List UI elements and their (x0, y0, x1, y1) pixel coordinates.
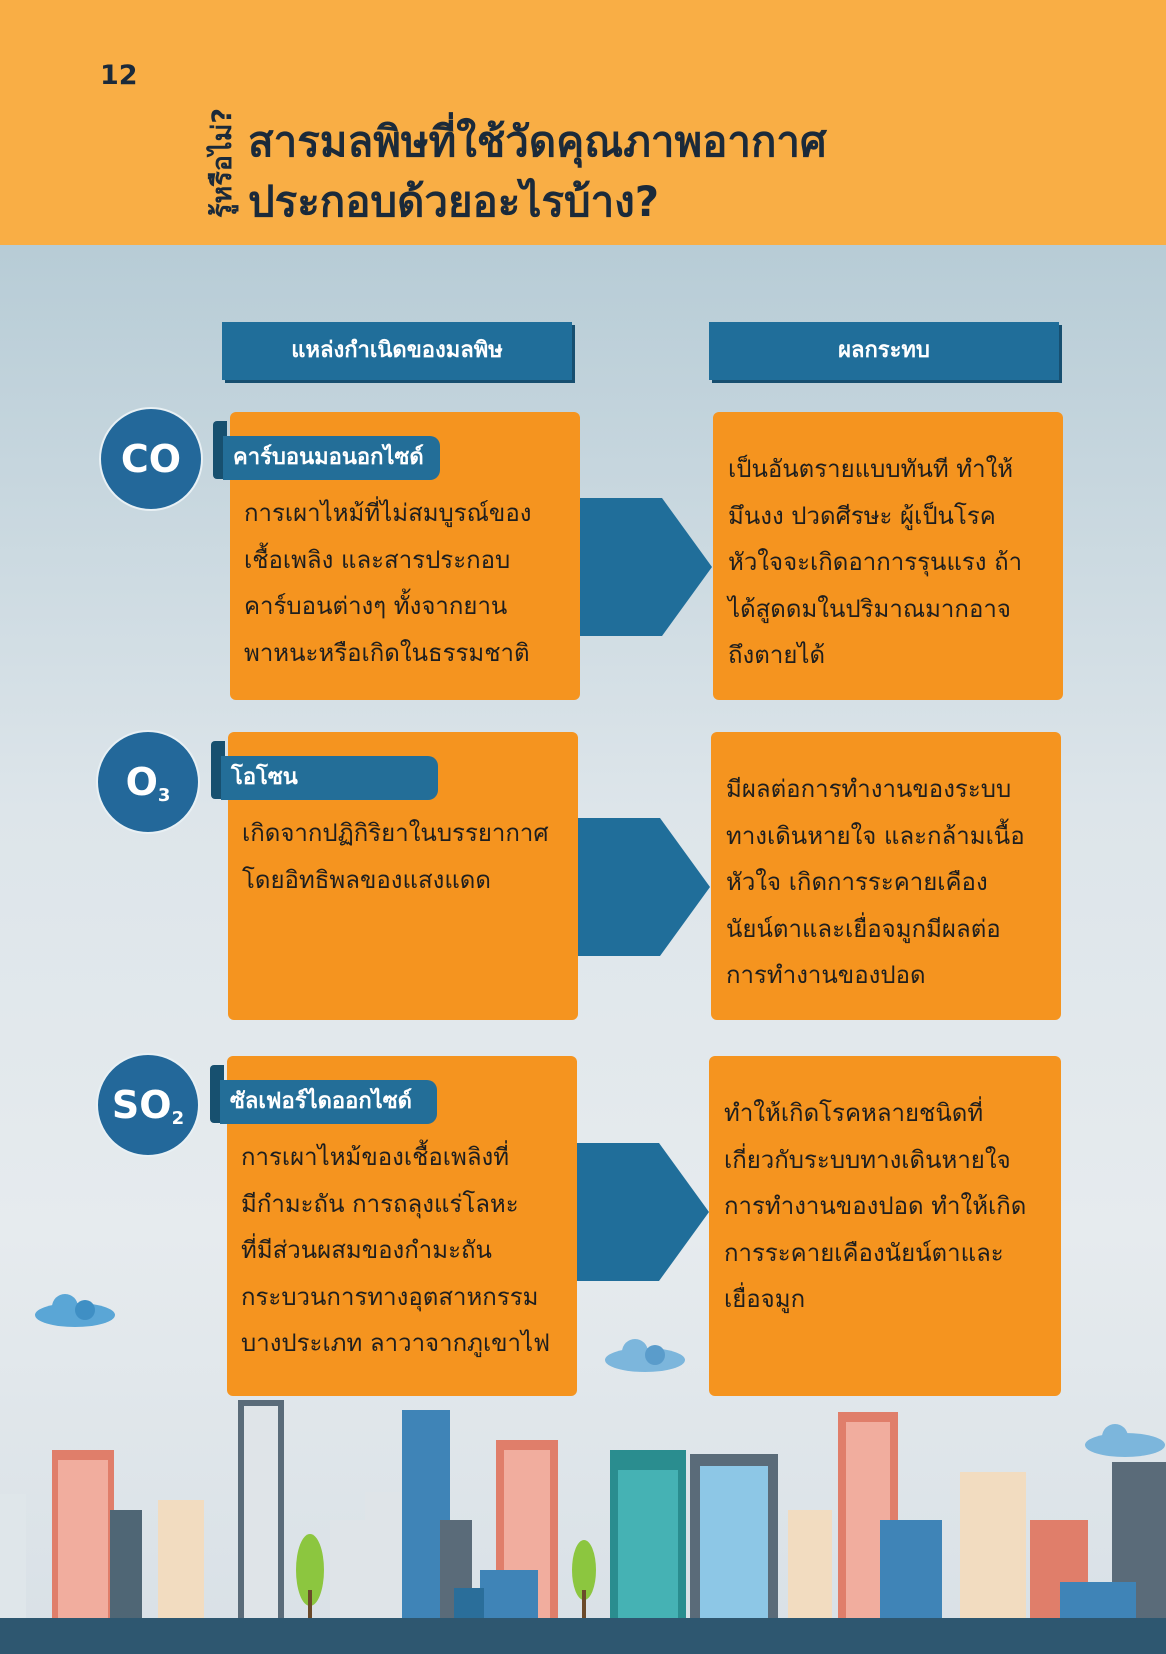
symbol-text: CO (120, 437, 182, 481)
o3-effect-box (711, 732, 1061, 1020)
cloud-icon (600, 1335, 690, 1375)
effect-line: เกี่ยวกับระบบทางเดินหายใจ (724, 1145, 1011, 1174)
source-line: เชื้อเพลิง และสารประกอบ (244, 545, 511, 574)
effect-line: มึนงง ปวดศีรษะ ผู้เป็นโรค (728, 501, 996, 530)
source-line: บางประเภท ลาวาจากภูเขาไฟ (241, 1329, 551, 1357)
so2-name-tag: ซัลเฟอร์ไดออกไซด์ (220, 1080, 437, 1124)
effect-line: การทำงานของปอด (726, 961, 926, 989)
symbol-text: O (125, 760, 158, 804)
did-you-know-tag: รู้หรือไม่? (207, 107, 238, 218)
co-effect-box (713, 412, 1063, 700)
symbol-text: SO (111, 1083, 172, 1127)
source-line: เกิดจากปฏิกิริยาในบรรยากาศ (242, 819, 549, 847)
source-line: กระบวนการทางอุตสาหกรรม (241, 1282, 539, 1311)
effect-line: ทำให้เกิดโรคหลายชนิดที่ (724, 1099, 984, 1127)
source-line: คาร์บอนต่างๆ ทั้งจากยาน (244, 592, 508, 620)
effect-line: ถึงตายได้ (728, 641, 826, 669)
source-line: พาหนะหรือเกิดในธรรมชาติ (244, 638, 530, 667)
effect-line: ทางเดินหายใจ และกล้ามเนื้อ (726, 821, 1025, 850)
arrow-right-icon (577, 1143, 709, 1281)
effect-line: หัวใจจะเกิดอาการรุนแรง ถ้า (728, 548, 1023, 576)
source-line: การเผาไหม้ที่ไม่สมบูรณ์ของ (244, 499, 532, 527)
source-line: มีกำมะถัน การถลุงแร่โลหะ (241, 1189, 519, 1218)
co-symbol-badge (99, 407, 203, 511)
o3-symbol-badge (96, 730, 200, 834)
page-number: 12 (100, 60, 138, 91)
title-line-1: สารมลพิษที่ใช้วัดคุณภาพอากาศ (248, 117, 827, 166)
co-name-tag: คาร์บอนมอนอกไซด์ (223, 436, 440, 480)
arrow-right-icon (578, 818, 710, 956)
source-column-header: แหล่งกำเนิดของมลพิษ (222, 322, 572, 380)
effect-line: การระคายเคืองนัยน์ตาและ (724, 1238, 1004, 1267)
symbol-subscript: 3 (157, 785, 171, 806)
effect-line: หัวใจ เกิดการระคายเคือง (726, 868, 988, 896)
o3-name-tag: โอโซน (221, 756, 438, 800)
effect-line: มีผลต่อการทำงานของระบบ (726, 775, 1012, 803)
so2-effect-box (709, 1056, 1061, 1396)
effect-line: ได้สูดดมในปริมาณมากอาจ (728, 594, 1011, 623)
effect-line: การทำงานของปอด ทำให้เกิด (724, 1192, 1027, 1220)
source-line: ที่มีส่วนผสมของกำมะถัน (241, 1236, 492, 1264)
effect-line: นัยน์ตาและเยื่อจมูกมีผลต่อ (726, 914, 1001, 943)
city-skyline-illustration (0, 1370, 1166, 1654)
arrow-right-icon (580, 498, 712, 636)
source-line: โดยอิทธิพลของแสงแดด (242, 865, 491, 894)
page-title (248, 112, 827, 232)
symbol-subscript: 2 (171, 1108, 185, 1129)
cloud-icon (30, 1290, 120, 1330)
source-line: การเผาไหม้ของเชื้อเพลิงที่ (241, 1143, 510, 1171)
so2-symbol-badge (96, 1053, 200, 1157)
effect-column-header: ผลกระทบ (709, 322, 1059, 380)
title-line-2: ประกอบด้วยอะไรบ้าง? (248, 177, 660, 226)
effect-line: เยื่อจมูก (724, 1285, 806, 1313)
effect-line: เป็นอันตรายแบบทันที ทำให้ (728, 455, 1014, 483)
